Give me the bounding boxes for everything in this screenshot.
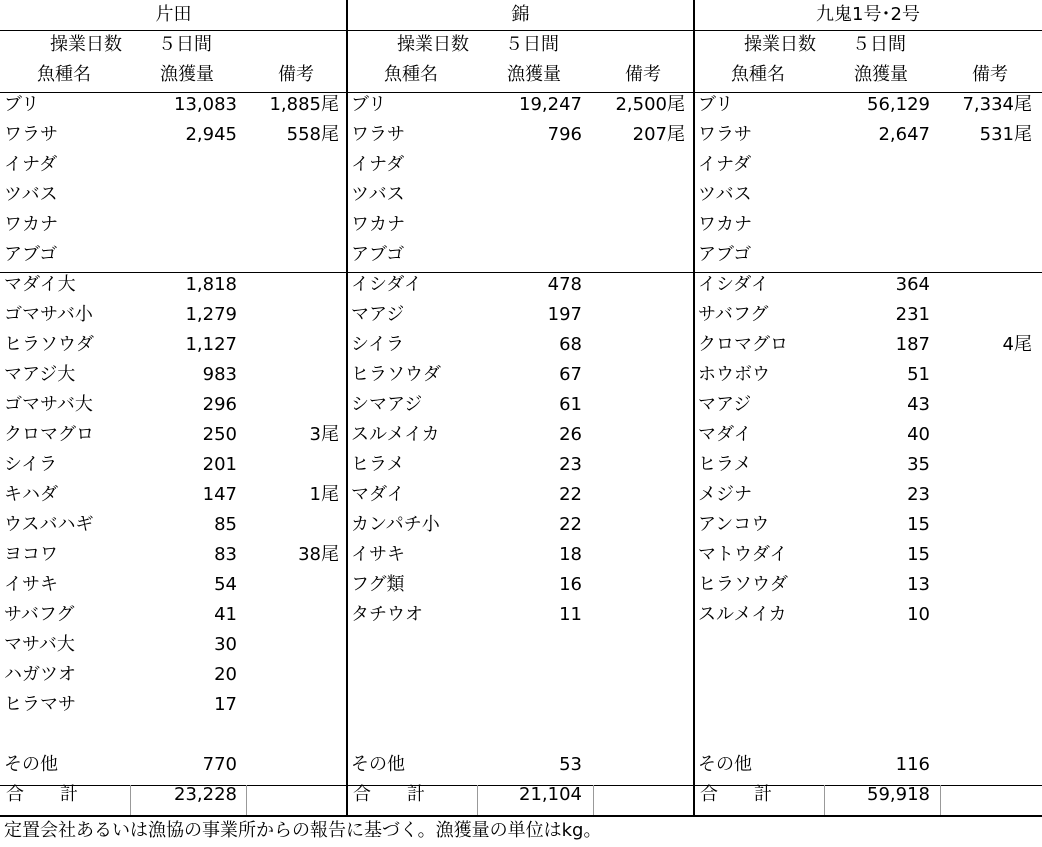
catch-amount: 197 [547,304,582,325]
catch-amount: 23 [559,454,582,475]
species-name: タチウオ [351,604,423,625]
total-amount: 59,918 [867,784,930,805]
species-name: シマアジ [351,394,423,415]
species-row [0,270,347,300]
species-row [0,570,347,600]
species-name: ブリ [698,94,734,115]
species-row [347,300,694,330]
species-row [0,690,347,720]
species-row [0,180,347,210]
catch-amount: 983 [202,364,237,385]
species-name: ワカナ [351,214,405,235]
header-divider [694,92,1042,93]
group-divider [694,272,1042,273]
catch-amount: 56,129 [867,94,930,115]
operating-days-label: 操業日数 [50,34,122,55]
total-divider [694,785,1042,786]
catch-amount: 10 [907,604,930,625]
species-name: ホウボウ [698,364,770,385]
species-name: アブゴ [351,244,405,265]
species-row [0,630,347,660]
column-header-species: 魚種名 [37,64,91,85]
catch-amount: 147 [202,484,237,505]
species-row [0,360,347,390]
catch-remarks: 4尾 [1002,334,1032,355]
species-row [347,270,694,300]
operating-days-value: ５日間 [505,34,559,55]
species-name: マアジ [698,394,752,415]
species-row [347,330,694,360]
species-name: イナダ [698,154,752,175]
total-divider [0,785,347,786]
species-row [347,570,694,600]
species-name: アブゴ [4,244,58,265]
species-row [347,180,694,210]
species-name: ヨコワ [4,544,58,565]
catch-amount: 85 [214,514,237,535]
catch-amount: 231 [895,304,930,325]
catch-remarks: 7,334尾 [962,94,1032,115]
species-name: イシダイ [351,274,422,295]
catch-remarks: 1尾 [309,484,339,505]
other-amount: 53 [559,754,582,775]
species-name: マアジ [351,304,405,325]
column-header-remarks: 備考 [278,64,314,85]
species-row [347,600,694,630]
species-name: メジナ [698,484,752,505]
station-title: 錦 [511,4,530,25]
species-name: ブリ [351,94,387,115]
total-cell-divider [477,785,478,815]
species-name: ゴマサバ小 [4,304,93,325]
catch-amount: 43 [907,394,930,415]
species-row [347,240,694,270]
title-divider [694,30,1042,31]
operating-days-value: ５日間 [852,34,906,55]
species-row [0,120,347,150]
catch-remarks: 1,885尾 [269,94,339,115]
species-name: カンパチ小 [351,514,440,535]
species-row [347,360,694,390]
species-row [694,240,1042,270]
species-row [694,540,1042,570]
catch-amount: 796 [547,124,582,145]
species-name: クロマグロ [4,424,94,445]
species-name: ワカナ [4,214,58,235]
species-name: マダイ [351,484,405,505]
catch-amount: 26 [559,424,582,445]
other-label: その他 [351,754,405,775]
station-panel [0,0,347,817]
species-name: ゴマサバ大 [4,394,93,415]
species-name: スルメイカ [351,424,440,445]
species-row [694,210,1042,240]
catch-amount: 54 [214,574,237,595]
species-name: マアジ大 [4,364,76,385]
species-name: イサキ [4,574,58,595]
species-name: ヒラソウダ [351,364,441,385]
catch-amount: 15 [907,514,930,535]
catch-amount: 61 [559,394,582,415]
operating-days-label: 操業日数 [397,34,469,55]
catch-remarks: 38尾 [298,544,339,565]
species-row [694,330,1042,360]
catch-amount: 30 [214,634,237,655]
total-label-2: 計 [60,784,78,805]
total-label-2: 計 [754,784,772,805]
species-name: ツバス [351,184,405,205]
species-row [347,120,694,150]
catch-amount: 11 [559,604,582,625]
species-name: イサキ [351,544,405,565]
total-cell-divider [824,785,825,815]
operating-days-value: ５日間 [158,34,212,55]
title-divider [347,30,694,31]
group-divider [0,272,347,273]
species-name: マダイ大 [4,274,76,295]
operating-days-row [347,30,694,60]
species-name: サバフグ [698,304,769,325]
species-row [347,540,694,570]
total-divider [347,785,694,786]
species-name: ヒラメ [698,454,752,475]
catch-amount: 201 [202,454,237,475]
species-name: ワラサ [698,124,752,145]
title-divider [0,30,347,31]
catch-amount: 22 [559,484,582,505]
column-header-species: 魚種名 [384,64,438,85]
other-amount: 116 [895,754,930,775]
total-amount: 21,104 [519,784,582,805]
header-divider [0,92,347,93]
column-header-row [0,60,347,90]
station-panel [347,0,694,817]
species-name: イナダ [351,154,405,175]
species-row [694,420,1042,450]
species-row [694,390,1042,420]
total-label-1: 合 [353,784,371,805]
catch-amount: 296 [202,394,237,415]
catch-amount: 2,945 [185,124,237,145]
catch-amount: 19,247 [519,94,582,115]
species-name: シイラ [351,334,405,355]
catch-amount: 35 [907,454,930,475]
operating-days-row [0,30,347,60]
species-row [0,240,347,270]
species-name: ブリ [4,94,40,115]
species-row [0,450,347,480]
species-name: イナダ [4,154,58,175]
catch-amount: 18 [559,544,582,565]
species-row [347,210,694,240]
catch-remarks: 207尾 [632,124,685,145]
species-row [694,510,1042,540]
catch-amount: 22 [559,514,582,535]
catch-amount: 13 [907,574,930,595]
total-amount: 23,228 [174,784,237,805]
catch-amount: 23 [907,484,930,505]
total-label-1: 合 [700,784,718,805]
species-row [694,570,1042,600]
species-name: サバフグ [4,604,75,625]
species-row [0,90,347,120]
species-row [0,600,347,630]
column-header-catch: 漁獲量 [854,64,908,85]
species-name: ツバス [4,184,58,205]
catch-amount: 187 [895,334,930,355]
species-row [694,480,1042,510]
species-name: ヒラソウダ [698,574,788,595]
species-name: ワラサ [4,124,58,145]
catch-amount: 68 [559,334,582,355]
species-name: キハダ [4,484,58,505]
species-name: ウスバハギ [4,514,94,535]
operating-days-row [694,30,1042,60]
column-header-catch: 漁獲量 [160,64,214,85]
total-label-1: 合 [6,784,24,805]
species-name: ヒラマサ [4,694,76,715]
total-cell-divider [130,785,131,815]
column-header-species: 魚種名 [731,64,785,85]
catch-amount: 1,818 [185,274,237,295]
species-row [694,450,1042,480]
other-row [694,750,1042,780]
station-title-row [347,0,694,30]
other-row [0,750,347,780]
catch-amount: 250 [202,424,237,445]
species-row [694,360,1042,390]
species-row [694,270,1042,300]
species-row [0,480,347,510]
species-row [0,390,347,420]
species-row [0,300,347,330]
species-row [694,600,1042,630]
species-name: ヒラソウダ [4,334,94,355]
catch-amount: 16 [559,574,582,595]
total-cell-divider [593,785,594,815]
species-row [347,90,694,120]
catch-amount: 478 [547,274,582,295]
species-row [0,540,347,570]
total-cell-divider [246,785,247,815]
panel-separator [693,0,695,817]
catch-amount: 1,127 [185,334,237,355]
header-divider [347,92,694,93]
species-row [694,90,1042,120]
species-name: クロマグロ [698,334,788,355]
species-row [0,510,347,540]
catch-amount: 41 [214,604,237,625]
species-name: マサバ大 [4,634,75,655]
catch-amount: 2,647 [878,124,930,145]
species-row [694,180,1042,210]
station-title-row [0,0,347,30]
species-row [694,150,1042,180]
species-row [347,510,694,540]
column-header-row [347,60,694,90]
other-label: その他 [698,754,752,775]
species-row [0,210,347,240]
catch-amount: 83 [214,544,237,565]
total-label-2: 計 [407,784,425,805]
species-row [347,480,694,510]
species-name: アンコウ [698,514,770,535]
species-name: ハガツオ [4,664,76,685]
station-title: 九鬼1号･2号 [816,4,920,25]
species-name: ヒラメ [351,454,405,475]
total-cell-divider [940,785,941,815]
species-name: シイラ [4,454,58,475]
species-row [347,390,694,420]
catch-amount: 51 [907,364,930,385]
species-name: ワカナ [698,214,752,235]
catch-amount: 1,279 [185,304,237,325]
other-label: その他 [4,754,58,775]
station-title-row [694,0,1042,30]
species-row [694,300,1042,330]
species-name: フグ類 [351,574,405,595]
footer-note: 定置会社あるいは漁協の事業所からの報告に基づく。漁獲量の単位はkg。 [4,820,602,841]
column-header-remarks: 備考 [972,64,1008,85]
group-divider [347,272,694,273]
species-name: ワラサ [351,124,405,145]
catch-remarks: 2,500尾 [615,94,685,115]
catch-amount: 67 [559,364,582,385]
species-row [0,330,347,360]
panel-separator [346,0,348,817]
species-name: マトウダイ [698,544,788,565]
catch-amount: 40 [907,424,930,445]
species-row [0,660,347,690]
species-name: マダイ [698,424,752,445]
species-name: スルメイカ [698,604,787,625]
column-header-catch: 漁獲量 [507,64,561,85]
catch-remarks: 531尾 [979,124,1032,145]
catch-amount: 13,083 [174,94,237,115]
catch-amount: 17 [214,694,237,715]
operating-days-label: 操業日数 [744,34,816,55]
species-row [347,420,694,450]
catch-remarks: 558尾 [286,124,339,145]
species-row [0,420,347,450]
catch-amount: 364 [895,274,930,295]
species-row [347,150,694,180]
species-name: イシダイ [698,274,769,295]
table-bottom-border [694,815,1042,817]
column-header-row [694,60,1042,90]
catch-amount: 15 [907,544,930,565]
catch-remarks: 3尾 [309,424,339,445]
other-amount: 770 [202,754,237,775]
column-header-remarks: 備考 [625,64,661,85]
species-row [0,150,347,180]
catch-amount: 20 [214,664,237,685]
species-row [694,120,1042,150]
station-panel [694,0,1042,817]
species-name: ツバス [698,184,752,205]
species-name: アブゴ [698,244,752,265]
station-title: 片田 [155,4,192,25]
other-row [347,750,694,780]
species-row [347,450,694,480]
